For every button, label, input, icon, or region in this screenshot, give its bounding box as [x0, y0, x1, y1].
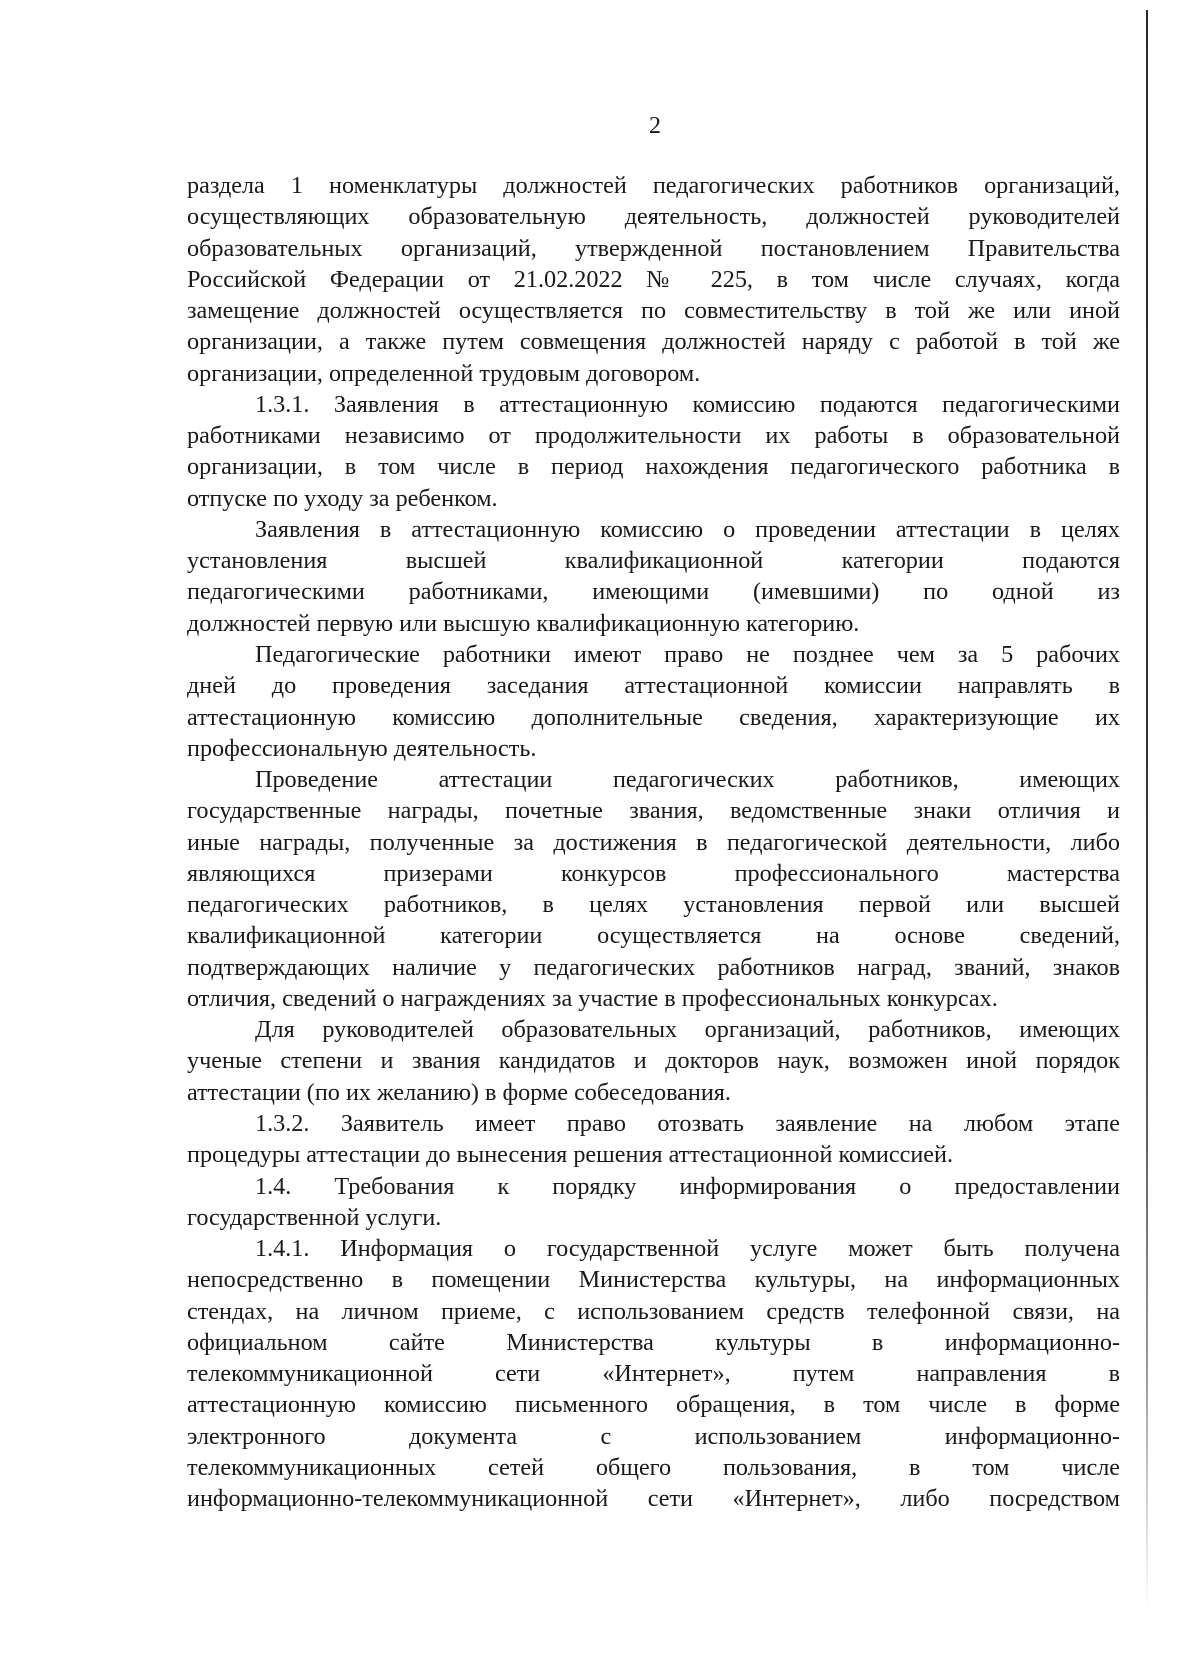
text-line: являющихся призерами конкурсов профессионального мастерства: [187, 859, 1120, 887]
text-line: ученые степени и звания кандидатов и докторов наук, возможен иной порядок: [187, 1047, 1120, 1075]
text-line: работниками независимо от продолжительности их работы в образовательной: [187, 422, 1120, 450]
text-line: непосредственно в помещении Министерства культуры, на информационных: [187, 1266, 1120, 1294]
text-line: подтверждающих наличие у педагогических работников наград, званий, знаков: [187, 953, 1120, 981]
text-line: 1.3.2. Заявитель имеет право отозвать заявление на любом этапе: [255, 1109, 1120, 1137]
text-line: электронного документа с использованием информационно-: [187, 1422, 1120, 1450]
text-line: 1.4.1. Информация о государственной услуге может быть получена: [255, 1235, 1120, 1263]
document-body: [187, 170, 1120, 1514]
scan-edge-line: [1146, 10, 1148, 1610]
text-line: информационно-телекоммуникационной сети «Интернет», либо посредством: [187, 1485, 1120, 1513]
text-line: Педагогические работники имеют право не позднее чем за 5 рабочих: [255, 640, 1120, 668]
text-line: осуществляющих образовательную деятельность, должностей руководителей: [187, 203, 1120, 231]
text-line: педагогическими работниками, имеющими (имевшими) по одной из: [187, 578, 1120, 606]
text-line: установления высшей квалификационной категории подаются: [187, 547, 1120, 575]
text-line: педагогических работников, в целях установления первой или высшей: [187, 891, 1120, 919]
text-line: телекоммуникационной сети «Интернет», путем направления в: [187, 1360, 1120, 1388]
text-line: государственной услуги.: [187, 1203, 442, 1231]
text-line: 1.3.1. Заявления в аттестационную комиссию подаются педагогическими: [255, 390, 1120, 418]
text-line: аттестационную комиссию письменного обращения, в том числе в форме: [187, 1391, 1120, 1419]
text-line: организации, в том числе в период нахождения педагогического работника в: [187, 453, 1120, 481]
text-line: телекоммуникационных сетей общего пользования, в том числе: [187, 1453, 1120, 1481]
page-number: 2: [649, 113, 661, 139]
text-line: квалификационной категории осуществляется на основе сведений,: [187, 922, 1120, 950]
text-line: Проведение аттестации педагогических работников, имеющих: [255, 766, 1120, 794]
text-line: Российской Федерации от 21.02.2022 № 225, в том числе случаях, когда: [187, 265, 1120, 293]
text-line: замещение должностей осуществляется по совместительству в той же или иной: [187, 297, 1120, 325]
text-line: 1.4. Требования к порядку информирования о предоставлении: [255, 1172, 1120, 1200]
text-line: официальном сайте Министерства культуры в информационно-: [187, 1328, 1120, 1356]
text-line: аттестационную комиссию дополнительные сведения, характеризующие их: [187, 703, 1120, 731]
text-line: организации, определенной трудовым договором.: [187, 359, 701, 387]
text-line: процедуры аттестации до вынесения решения аттестационной комиссией.: [187, 1141, 953, 1169]
text-line: государственные награды, почетные звания, ведомственные знаки отличия и: [187, 797, 1120, 825]
text-line: стендах, на личном приеме, с использованием средств телефонной связи, на: [187, 1297, 1120, 1325]
text-line: раздела 1 номенклатуры должностей педагогических работников организаций,: [187, 172, 1120, 199]
text-line: отличия, сведений о награждениях за участие в профессиональных конкурсах.: [187, 984, 998, 1012]
text-line: аттестации (по их желанию) в форме собеседования.: [187, 1078, 731, 1106]
text-line: профессиональную деятельность.: [187, 734, 537, 762]
text-line: отпуске по уходу за ребенком.: [187, 484, 498, 512]
text-line: Заявления в аттестационную комиссию о проведении аттестации в целях: [255, 515, 1120, 543]
text-line: дней до проведения заседания аттестационной комиссии направлять в: [187, 672, 1120, 700]
text-line: Для руководителей образовательных организаций, работников, имеющих: [255, 1016, 1120, 1044]
text-line: образовательных организаций, утвержденной постановлением Правительства: [187, 234, 1120, 262]
text-line: организации, а также путем совмещения должностей наряду с работой в той же: [187, 328, 1120, 356]
text-line: иные награды, полученные за достижения в педагогической деятельности, либо: [187, 828, 1120, 856]
text-line: должностей первую или высшую квалификационную категорию.: [187, 609, 860, 637]
